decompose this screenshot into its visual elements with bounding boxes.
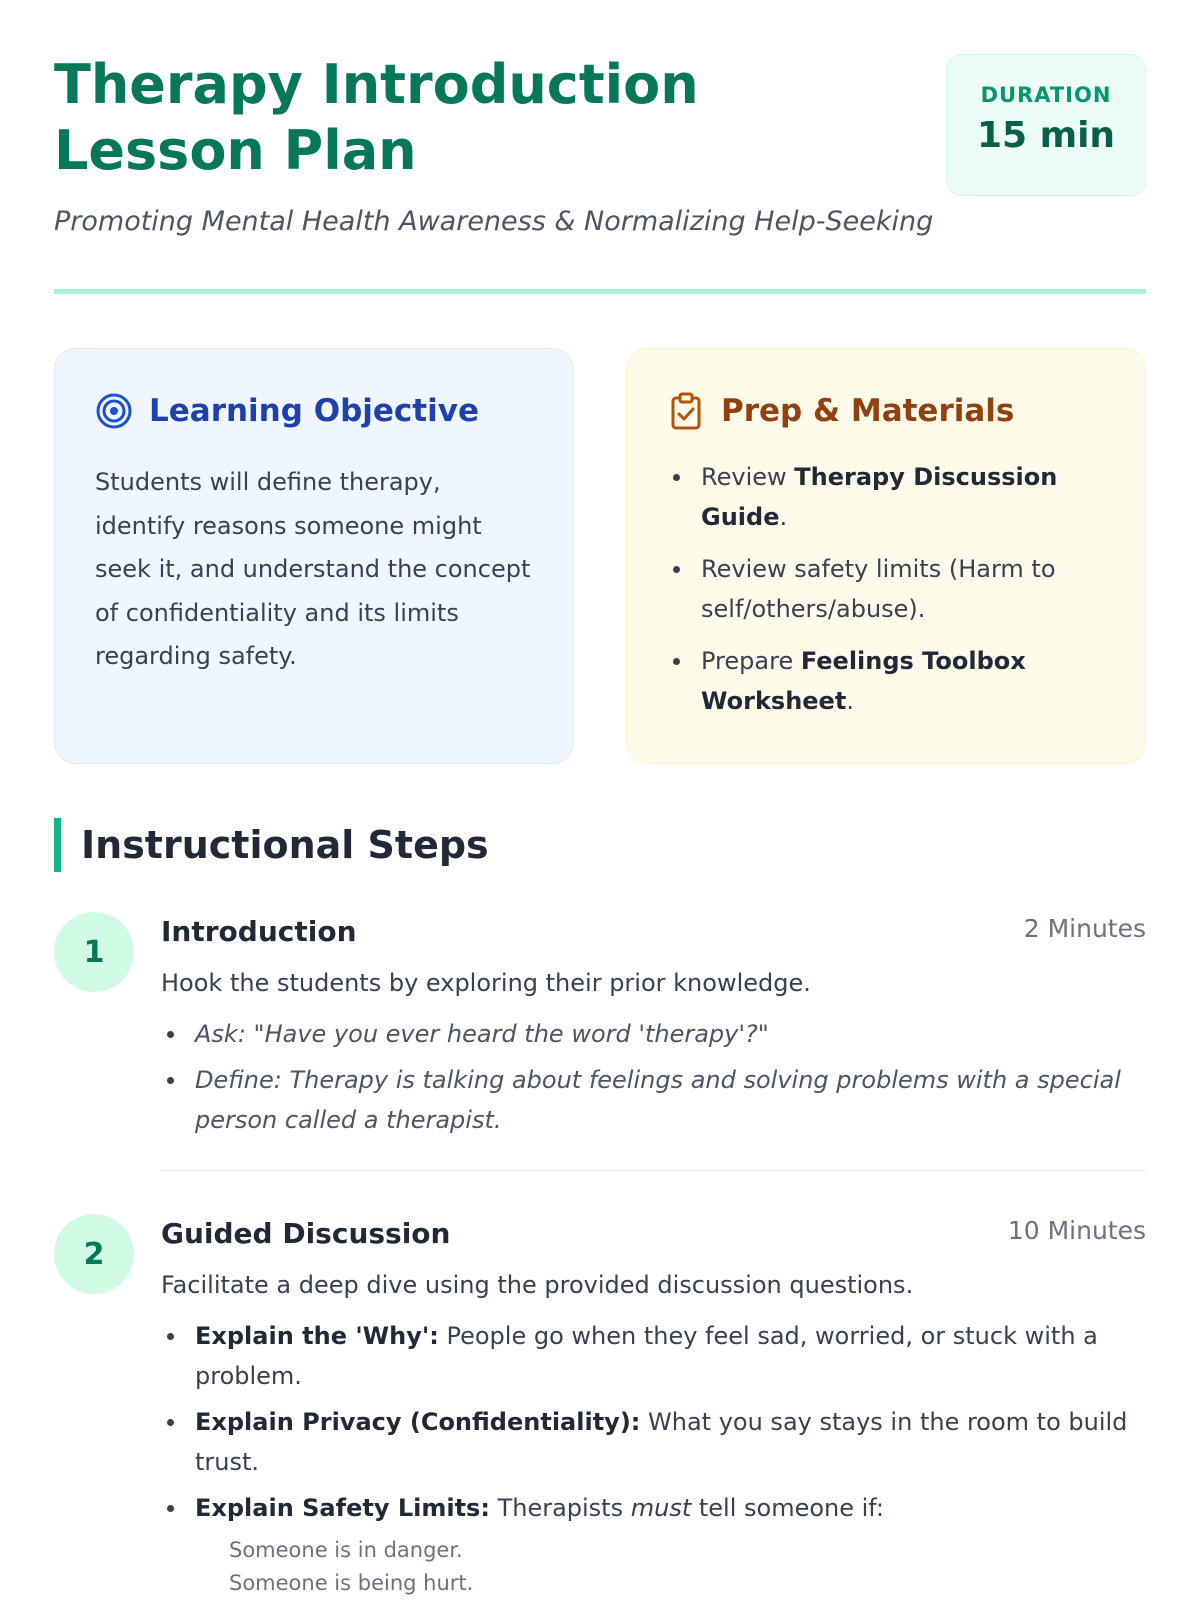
header [54, 0, 1146, 294]
step-item: Define: Therapy is talking about feelings and solving problems with a special person called a therapist. [161, 1060, 1146, 1140]
step-body [161, 912, 1146, 1146]
learning-objective-card [54, 348, 574, 764]
clipboard-check-icon [667, 391, 707, 431]
page-title: Therapy Introduction Lesson Plan [54, 53, 699, 182]
prep-item: Review safety limits (Harm to self/others/abuse). [667, 549, 1107, 629]
prep-materials-card [626, 348, 1146, 764]
step-item: Explain Privacy (Confidentiality): What you say stays in the room to build trust. [161, 1402, 1146, 1482]
safety-limits-list [161, 1534, 1146, 1600]
step-description: Hook the students by exploring their prior knowledge. [161, 969, 811, 997]
step-title: Guided Discussion [161, 1217, 451, 1250]
step-item: Explain the 'Why': People go when they feel sad, worried, or stuck with a problem. [161, 1316, 1146, 1396]
duration-value: 15 min [976, 115, 1116, 156]
page-subtitle: Promoting Mental Health Awareness & Normalizing Help-Seeking [54, 206, 934, 237]
learning-objective-header [95, 389, 533, 433]
learning-objective-text: Students will define therapy, identify reasons someone might seek it, and understand the concept of confidentiality and its limits regarding safety. [95, 468, 531, 670]
step-items [161, 1316, 1146, 1528]
step-duration: 2 Minutes [1023, 914, 1146, 943]
step-duration: 10 Minutes [1007, 1216, 1146, 1245]
duration-badge [946, 54, 1146, 196]
step-body [161, 1214, 1146, 1600]
target-icon [95, 391, 135, 431]
step-number: 1 [54, 912, 134, 992]
safety-limit-item: Someone is being hurt. [229, 1571, 474, 1595]
safety-limit-item: Someone is in danger. [229, 1538, 463, 1562]
duration-label: DURATION [980, 83, 1112, 107]
info-cards [54, 348, 1146, 764]
step-divider [161, 1170, 1146, 1171]
prep-materials-title: Prep & Materials [721, 393, 1015, 429]
prep-item: Prepare Feelings Toolbox Worksheet. [667, 641, 1107, 721]
instructional-steps-title: Instructional Steps [81, 823, 489, 867]
prep-item: Review Therapy Discussion Guide. [667, 457, 1107, 537]
prep-materials-header [667, 389, 1105, 433]
step-item: Explain Safety Limits: Therapists must tell someone if: [161, 1488, 1146, 1528]
instructional-steps-heading [54, 818, 489, 872]
step-items [161, 1014, 1146, 1140]
step-number: 2 [54, 1214, 134, 1294]
learning-objective-title: Learning Objective [149, 393, 479, 429]
step-title: Introduction [161, 915, 357, 948]
step-description: Facilitate a deep dive using the provided discussion questions. [161, 1271, 914, 1299]
step-item: Ask: "Have you ever heard the word 'therapy'?" [161, 1014, 1146, 1054]
prep-materials-list [667, 457, 1105, 721]
